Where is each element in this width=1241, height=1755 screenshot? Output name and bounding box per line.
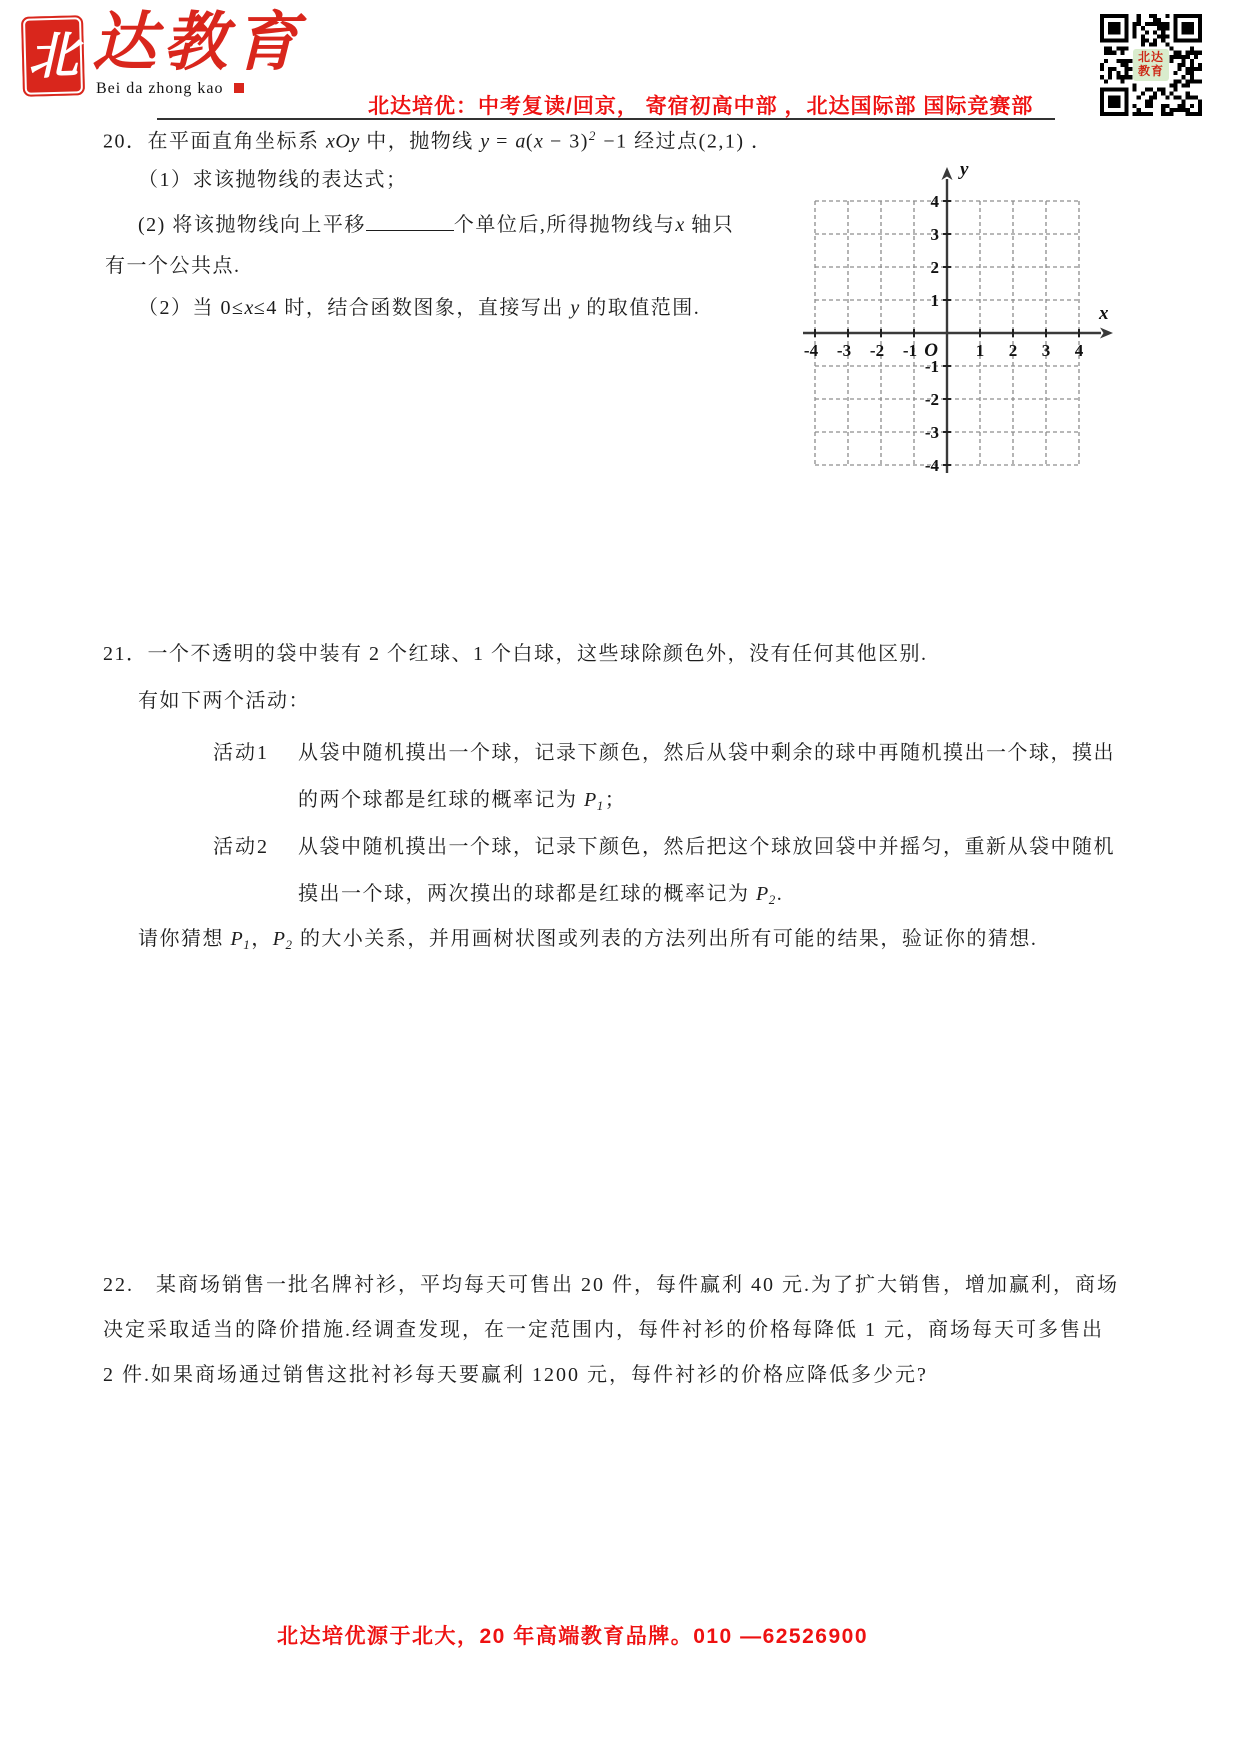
svg-text:-2: -2 — [924, 390, 939, 409]
q21-statement: 21．一个不透明的袋中装有 2 个红球、1 个白球，这些球除颜色外，没有任何其他区别. — [103, 643, 928, 665]
q21-activity1-label: 活动1 — [213, 742, 269, 764]
svg-text:1: 1 — [975, 341, 985, 360]
q20-item-1: （1）求该抛物线的表达式； — [138, 169, 408, 191]
footer-text: 北达培优源于北大，20 年高端教育品牌。010 —62526900 — [277, 1625, 868, 1648]
q20-statement: 20．在平面直角坐标系 xOy 中，抛物线 $y = a(x - 3)^2 -1$ 经过点(2,1) ． — [103, 128, 773, 153]
q22-line1: 22. 某商场销售一批名牌衬衫，平均每天可售出 20 件，每件赢利 40 元.为了扩大销售，增加赢利，商场 — [103, 1274, 1119, 1296]
q22-line3: 2 件.如果商场通过销售这批衬衫每天要赢利 1200 元，每件衬衫的价格应降低多少元? — [103, 1364, 928, 1386]
header — [18, 0, 1228, 125]
qr-center-label — [1133, 49, 1169, 81]
logo-seal — [21, 15, 85, 97]
q20-item-2-continuation: 有一个公共点. — [105, 255, 241, 277]
coordinate-grid-figure — [778, 148, 1126, 490]
svg-text:-3: -3 — [924, 423, 939, 442]
svg-text:-4: -4 — [924, 456, 939, 475]
svg-text:3: 3 — [1041, 341, 1051, 360]
coordinate-grid — [778, 148, 1126, 490]
svg-text:-1: -1 — [902, 341, 918, 360]
logo-seal-character: 北 — [27, 27, 79, 85]
q21-conjecture: 请你猜想 $P_1$，$P_2$ 的大小关系，并用画树状图或列表的方法列出所有可能的结果，验证你的猜想. — [138, 928, 1038, 952]
q21-activity2-line2: 摸出一个球，两次摸出的球都是红球的概率记为 $P_2$. — [298, 883, 784, 907]
q21-activity1-line1: 从袋中随机摸出一个球，记录下颜色，然后从袋中剩余的球中再随机摸出一个球，摸出 — [298, 742, 1115, 764]
svg-text:2: 2 — [930, 258, 939, 277]
qr-label-line2: 教育 — [1137, 64, 1164, 78]
svg-text:y: y — [960, 159, 969, 180]
q21-activity2-label: 活动2 — [213, 836, 269, 858]
logo-romanized-text: Bei da zhong kao — [96, 80, 224, 97]
logo-romanized-subtitle — [96, 80, 244, 98]
svg-text:4: 4 — [930, 192, 939, 211]
header-slogan: 北达培优：中考复读/回京， 寄宿初高中部 ，北达国际部 国际竞赛部 — [368, 95, 1034, 118]
qr-code — [1100, 13, 1202, 117]
header-divider — [157, 118, 1055, 120]
svg-text:1: 1 — [930, 291, 939, 310]
q20-item-2: (2) 将该抛物线向上平移 个单位后,所得抛物线与x 轴只 — [138, 209, 734, 239]
q21-intro: 有如下两个活动： — [138, 690, 310, 712]
logo-square-icon — [234, 83, 244, 93]
svg-text:-1: -1 — [924, 357, 939, 376]
logo-brand-text: 达教育 — [92, 7, 305, 78]
q21-activity1-line2: 的两个球都是红球的概率记为 $P_1$； — [298, 789, 627, 813]
q21-activity2-line1: 从袋中随机摸出一个球，记录下颜色，然后把这个球放回袋中并摇匀，重新从袋中随机 — [298, 836, 1115, 858]
q20-item-3: （2）当 0≤x≤4 时，结合函数图象，直接写出 y 的取值范围. — [138, 297, 701, 319]
svg-text:2: 2 — [1008, 341, 1018, 360]
qr-label-line1: 北达 — [1137, 50, 1164, 65]
svg-text:-3: -3 — [836, 341, 852, 360]
svg-text:3: 3 — [930, 225, 939, 244]
svg-text:4: 4 — [1074, 341, 1084, 360]
svg-text:-4: -4 — [803, 341, 819, 360]
svg-text:O: O — [924, 340, 938, 361]
svg-text:-2: -2 — [869, 341, 885, 360]
svg-text:x: x — [1099, 303, 1109, 324]
q22-line2: 决定采取适当的降价措施.经调查发现，在一定范围内，每件衬衫的价格每降低 1 元，商场每天可多售出 — [103, 1319, 1104, 1341]
